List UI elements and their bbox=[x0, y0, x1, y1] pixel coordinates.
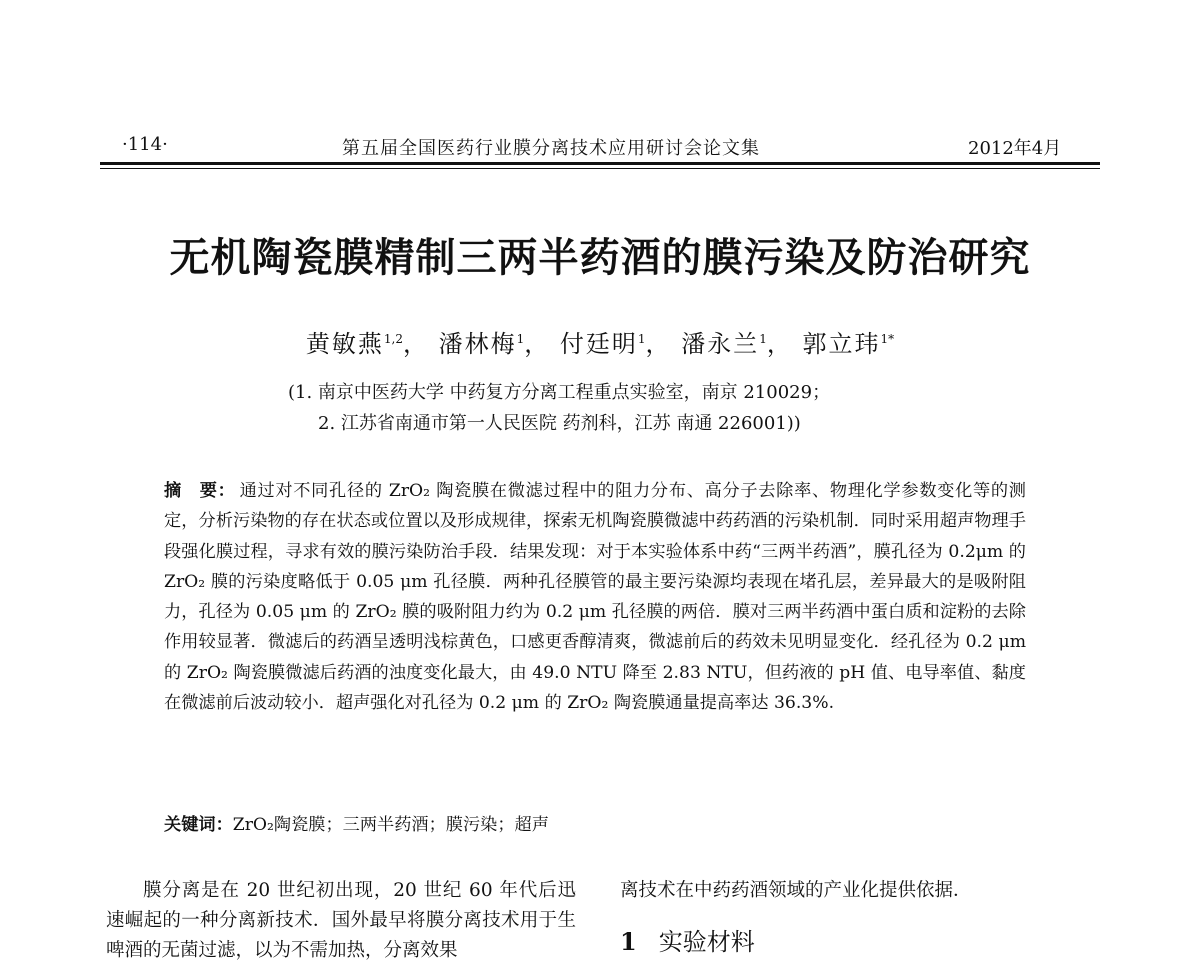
paper-title: 无机陶瓷膜精制三两半药酒的膜污染及防治研究 bbox=[169, 234, 1031, 281]
author-affiliation-mark: 1 bbox=[637, 332, 646, 346]
author-affiliation-mark: 1,2 bbox=[383, 332, 403, 346]
running-head-journal: 第五届全国医药行业膜分离技术应用研讨会论文集 bbox=[342, 138, 760, 159]
keywords-text: ZrO₂陶瓷膜；三两半药酒；膜污染；超声 bbox=[232, 815, 549, 835]
header-rule-thin bbox=[100, 168, 1100, 169]
author-affiliation-mark: 1* bbox=[880, 332, 895, 346]
author-name: 潘永兰 bbox=[681, 330, 760, 358]
header-rule-thick bbox=[100, 162, 1100, 165]
body-column-right: 离技术在中药药酒领域的产业化提供依据． bbox=[620, 880, 972, 901]
affiliation-2: 2. 江苏省南通市第一人民医院 药剂科，江苏 南通 226001)) bbox=[318, 413, 801, 434]
author-name: 潘林梅 bbox=[438, 330, 517, 358]
affiliation-1: (1. 南京中医药大学 中药复方分离工程重点实验室，南京 210029； bbox=[288, 382, 831, 403]
section-number: 1 bbox=[620, 927, 637, 956]
keywords bbox=[164, 810, 1026, 835]
author-name: 黄敏燕 bbox=[305, 330, 384, 358]
author-affiliation-mark: 1 bbox=[759, 332, 767, 346]
section-title: 实验材料 bbox=[658, 928, 755, 956]
abstract bbox=[164, 476, 1026, 718]
author-affiliation-mark: 1 bbox=[516, 332, 525, 346]
keywords-label: 关键词： bbox=[164, 815, 233, 835]
page-number: ·114· bbox=[122, 134, 168, 155]
author-name: 郭立玮 bbox=[802, 330, 881, 358]
author-name: 付廷明 bbox=[559, 330, 638, 358]
author-list: 黄敏燕$^{1,2}$， 潘林梅$^1$， 付廷明$^1$， 潘永兰$^1$， 郭立玮$^{1*}$ bbox=[305, 330, 895, 358]
abstract-text: 通过对不同孔径的 ZrO₂ 陶瓷膜在微滤过程中的阻力分布、高分子去除率、物理化学参数变化等的测定，分析污染物的存在状态或位置以及形成规律，探索无机陶瓷膜微滤中药药酒的污染机制．同时采用超声物理手段强化膜过程，寻求有效的膜污染防治手段．结果发现：对于本实验体系中药“三两半药酒”，膜孔径为 0.2μm 的 ZrO₂ 膜的污染度略低于 0.05 μm 孔径膜．两种孔径膜管的最主要污染源均表现在堵孔层，差异最大的是吸附阻力，孔径为 0.05 μm 的 ZrO₂ 膜的吸附阻力约为 0.2 μm 孔径膜的两倍．膜对三两半药酒中蛋白质和淀粉的去除作用较显著．微滤后的药酒呈透明浅棕黄色，口感更香醇清爽，微滤前后的药效未见明显变化．经孔径为 0.2 μm 的 ZrO₂ 陶瓷膜微滤后药酒的浊度变化最大，由 49.0 NTU 降至 2.83 NTU，但药液的 pH 值、电导率值、黏度在微滤前后波动较小．超声强化对孔径为 0.2 μm 的 ZrO₂ 陶瓷膜通量提高率达 36.3%. bbox=[164, 481, 1026, 714]
running-head-date: 2012年4月 bbox=[968, 138, 1062, 159]
body-column-left: 膜分离是在 20 世纪初出现，20 世纪 60 年代后迅速崛起的一种分离新技术．国外最早将膜分离技术用于生啤酒的无菌过滤，以为不需加热，分离效果 bbox=[106, 880, 576, 961]
abstract-label: 摘 要： bbox=[164, 481, 236, 501]
